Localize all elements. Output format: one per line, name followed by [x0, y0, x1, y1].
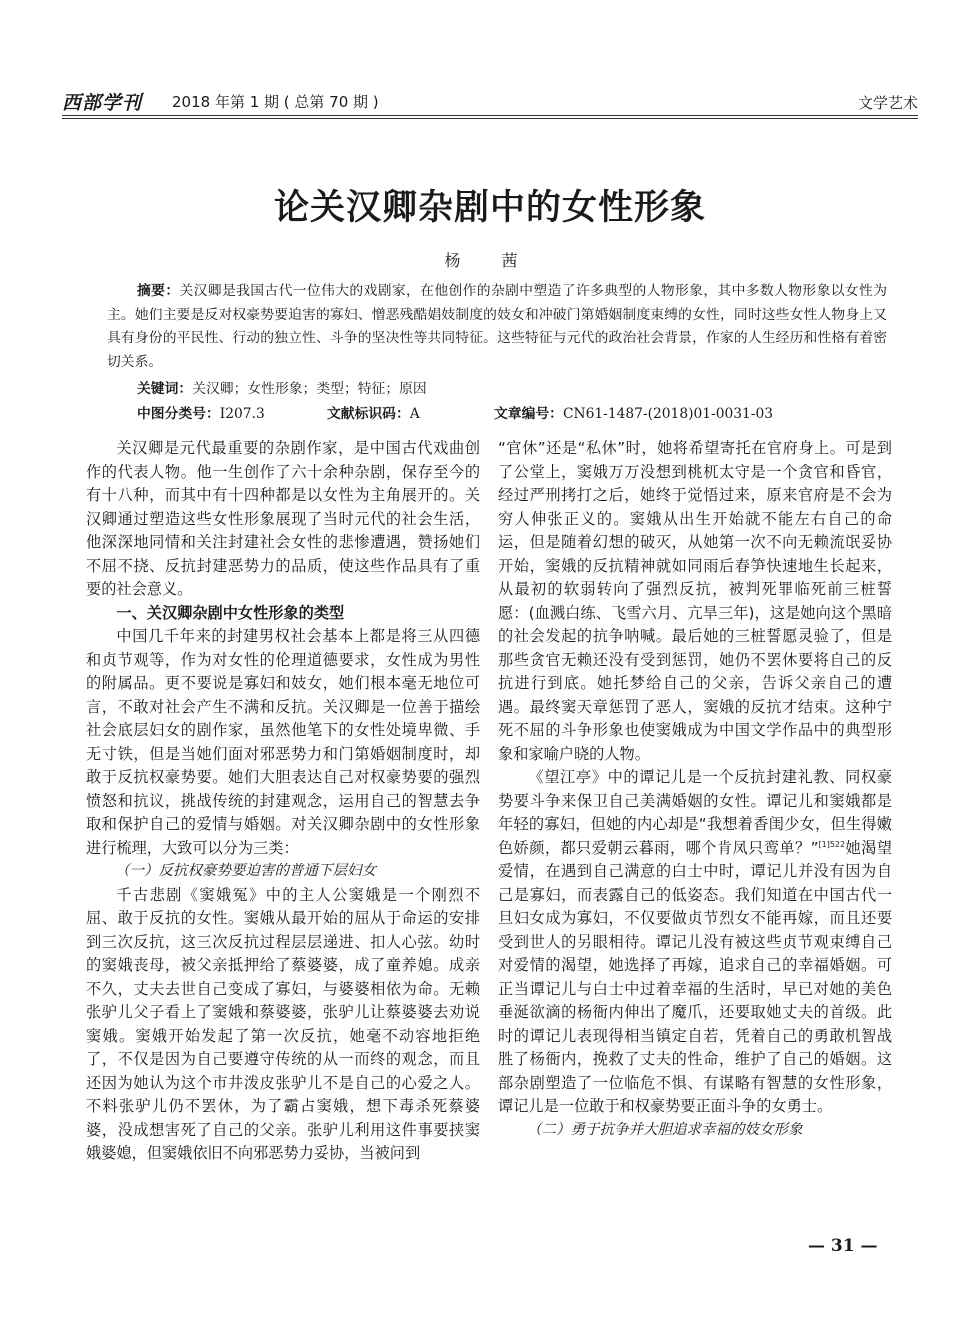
- keywords-value: 关汉卿；女性形象；类型；特征；原因: [192, 381, 427, 397]
- clc-number: [137, 402, 265, 422]
- paragraph: 关汉卿是元代最重要的杂剧作家，是中国古代戏曲创作的代表人物。他一生创作了六十余种杂剧，保存至今的有十八种，而其中有十四种都是以女性为主角展开的。关汉卿通过塑造这些女性形象展现了当时元代的社会生活，他深深地同情和关注封建社会女性的悲惨遭遇，赞扬她们不屈不挠、反抗封建恶势力的品质，使这些作品具有了重要的社会意义。: [86, 439, 480, 598]
- paragraph-text: 《望江亭》中的谭记儿是一个反抗封建礼教、同权豪势要斗争来保卫自己美满婚姻的女性。谭记儿和窦娥都是年轻的寡妇，但她的内心却是“我想着香闺少女，但生得嫩色娇颜，都只爱朝云暮雨，哪个肯凤只鸾单？”: [498, 768, 892, 857]
- article-no-value: CN61-1487-(2018)01-0031-03: [562, 406, 774, 422]
- subsection-heading: （二）勇于抗争并大胆追求幸福的妓女形象: [527, 1121, 803, 1138]
- header-rule-double: [62, 118, 918, 119]
- doc-code-value: A: [409, 406, 420, 422]
- doc-code-label: 文献标识码：: [327, 406, 410, 422]
- abstract: [107, 280, 887, 374]
- section-name: 文学艺术: [857, 94, 918, 112]
- citation-ref[interactable]: [1]522: [818, 839, 846, 849]
- section-heading: 一、关汉卿杂剧中女性形象的类型: [116, 603, 345, 622]
- document-code: [327, 402, 420, 422]
- running-header: [62, 86, 918, 112]
- paragraph: 千古悲剧《窦娥冤》中的主人公窦娥是一个刚烈不屈、敢于反抗的女性。窦娥从最开始的屈从于命运的安排到三次反抗，这三次反抗过程层层递进、扣人心弦。幼时的窦娥丧母，被父亲抵押给了蔡婆婆，成了童养媳。成亲不久，丈夫去世自己变成了寡妇，与婆婆相依为命。无赖张驴儿父子看上了窦娥和蔡婆婆，张驴儿让蔡婆婆去劝说窦娥。窦娥开始发起了第一次反抗，她毫不动容地拒绝了，不仅是因为自己要遵守传统的从一而终的观念，而且还因为她认为这个市井泼皮张驴儿不是自己的心爱之人。不料张驴儿仍不罢休，为了霸占窦娥，想下毒杀死蔡婆婆，没成想害死了自己的父亲。张驴儿利用这件事要挟窦娥婆媳，但窦娥依旧不向邪恶势力妥协，当被问到: [86, 885, 480, 1162]
- paragraph-text: 她渴望爱情，在遇到自己满意的白士中时，谭记儿并没有因为自己是寡妇，而表露自己的低姿态。我们知道在中国古代一旦妇女成为寡妇，不仅要做贞节烈女不能再嫁，而且还要受到世人的另眼相待。谭记儿没有被这些贞节观束缚自己对爱情的渴望，她选择了再嫁，追求自己的幸福婚姻。可正当谭记儿与白士中过着幸福的生活时，早已对她的美色垂涎欲滴的杨衙内伸出了魔爪，还要取她丈夫的首级。此时的谭记儿表现得相当镇定自若，凭着自己的勇敢机智战胜了杨衙内，挽救了丈夫的性命，维护了自己的婚姻。这部杂剧塑造了一位临危不惧、有谋略有智慧的女性形象，谭记儿是一位敢于和权豪势要正面斗争的女勇士。: [498, 838, 893, 1115]
- page-number: — 31 —: [808, 1236, 878, 1256]
- article-number: [494, 402, 773, 422]
- body-column-left: [86, 437, 480, 1166]
- author-name: 杨 茜: [444, 251, 536, 270]
- header-rule: [62, 115, 918, 116]
- article-title: 论关汉卿杂剧中的女性形象: [273, 187, 706, 228]
- abstract-label: 摘要：: [137, 283, 180, 299]
- body-column-right: [498, 437, 892, 1142]
- issue-info: 2018 年第 1 期 ( 总第 70 期 ): [172, 93, 379, 111]
- article-no-label: 文章编号：: [494, 406, 563, 422]
- paragraph: 中国几千年来的封建男权社会基本上都是将三从四德和贞节观等，作为对女性的伦理道德要求，女性成为男性的附属品。更不要说是寡妇和妓女，她们根本毫无地位可言，不敢对社会产生不满和反抗。关汉卿是一位善于描绘社会底层妇女的剧作家，虽然他笔下的女性处境卑微、手无寸铁，但是当她们面对邪恶势力和门第婚姻制度时，却敢于反抗权豪势要。她们大胆表达自己对权豪势要的强烈愤怒和抗议，挑战传统的封建观念，运用自己的智慧去争取和保护自己的爱情与婚姻。对关汉卿杂剧中的女性形象进行梳理，大致可以分为三类：: [86, 627, 480, 857]
- clc-label: 中图分类号：: [137, 406, 220, 422]
- journal-logo: 西部学刊: [62, 92, 143, 114]
- subsection-heading: （一）反抗权豪势要迫害的普通下层妇女: [115, 863, 376, 879]
- paragraph: [498, 766, 892, 1119]
- keywords-label: 关键词：: [137, 381, 193, 397]
- paragraph: “官休”还是“私休”时，她将希望寄托在官府身上。可是到了公堂上，窦娥万万没想到桃杌太守是一个贪官和昏官，经过严刑拷打之后，她终于觉悟过来，原来官府是不会为穷人伸张正义的。窦娥从出生开始就不能左右自己的命运，但是随着幻想的破灭，从她第一次不向无赖流氓妥协开始，窦娥的反抗精神就如同雨后春笋快速地生长起来，从最初的软弱转向了强烈反抗，被判死罪临死前三桩誓愿：(血溅白练、飞雪六月、亢旱三年)，这是她向这个黑暗的社会发起的抗争呐喊。最后她的三桩誓愿灵验了，但是那些贪官无赖还没有受到惩罚，她仍不罢休要将自己的反抗进行到底。她托梦给自己的父亲，告诉父亲自己的遭遇。最终窦天章惩罚了恶人，窦娥的反抗才结束。这种宁死不屈的斗争形象也使窦娥成为中国文学作品中的典型形象和家喻户晓的人物。: [498, 439, 892, 763]
- keywords: [137, 377, 427, 397]
- clc-value: I207.3: [219, 406, 265, 422]
- abstract-text: 关汉卿是我国古代一位伟大的戏剧家，在他创作的杂剧中塑造了许多典型的人物形象，其中多数人物形象以女性为主。她们主要是反对权豪势要迫害的寡妇、憎恶残酷娼妓制度的妓女和冲破门第婚姻制度束缚的女性，同时这些女性人物身上又具有身份的平民性、行动的独立性、斗争的坚决性等共同特征。这些特征与元代的政治社会背景，作家的人生经历和性格有着密切关系。: [107, 283, 888, 370]
